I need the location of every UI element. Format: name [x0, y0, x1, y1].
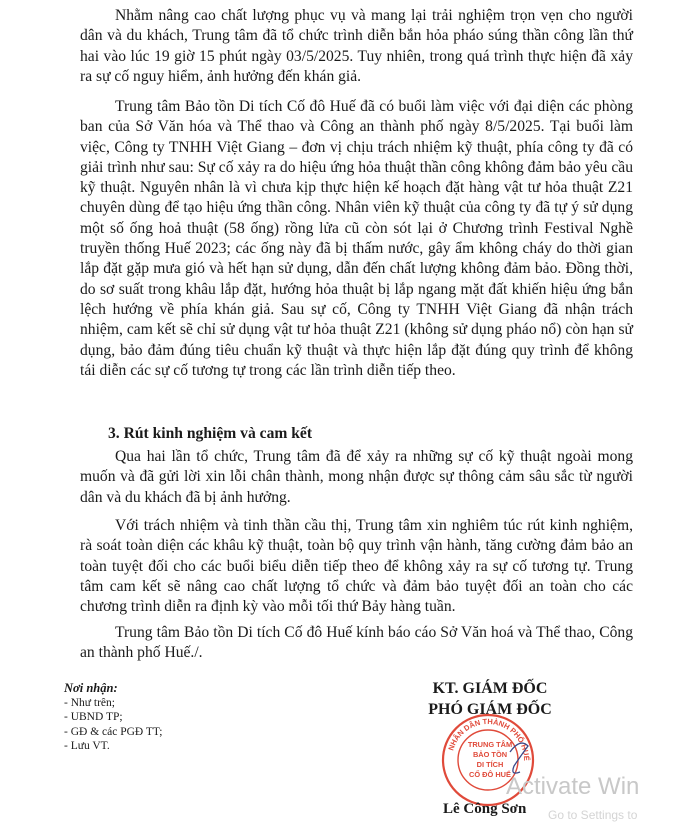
paragraph-apology: Qua hai lần tổ chức, Trung tâm đã để xảy ra những sự cố kỹ thuật ngoài mong muốn và đã gửi lời xin lỗi chân thành, mong nhận được sự thông cảm sâu sắc từ người dân và du khách đã bị ảnh hưởng. — [80, 448, 633, 506]
recipient-item: - Lưu VT. — [64, 740, 110, 753]
recipients-title: Nơi nhận: — [64, 681, 118, 695]
paragraph-intro: Nhằm nâng cao chất lượng phục vụ và mang lại trải nghiệm trọn vẹn cho người dân và du khách, Trung tâm đã tổ chức trình diễn bắn hỏa pháo súng thần công lần thứ hai vào lúc 19 giờ 15 phút ngày 03/5/2025. Tuy nhiên, trong quá trình thực hiện đã xảy ra sự cố nguy hiểm, ảnh hưởng đến khán giả. — [80, 7, 633, 85]
seal-text-line: TRUNG TÂM — [467, 740, 513, 749]
recipient-item: - UBND TP; — [64, 711, 123, 724]
signature-title: KT. GIÁM ĐỐC — [432, 680, 548, 697]
seal-text-line: DI TÍCH — [476, 760, 504, 769]
paragraph-report: Trung tâm Bảo tồn Di tích Cố đô Huế kính báo cáo Sở Văn hoá và Thể thao, Công an thành phố Huế./. — [80, 624, 633, 662]
seal-text-line: CỐ ĐÔ HUẾ — [469, 770, 511, 779]
recipients-block — [64, 681, 264, 754]
paragraph-meeting: Trung tâm Bảo tồn Di tích Cố đô Huế đã có buổi làm việc với đại diện các phòng ban của Sở Văn hóa và Thể thao và Công an thành phố ngày 8/5/2025. Tại buổi làm việc, Công ty TNHH Việt Giang – đơn vị chịu trách nhiệm kỹ thuật, phía công ty đã có giải trình như sau: Sự cố xảy ra do hiệu ứng hỏa thuật thần công không đảm bảo yêu cầu kỹ thuật. Nguyên nhân là vì chưa kịp thực hiện kế hoạch đặt hàng vật tư hỏa thuật Z21 chuyên dùng để tạo hiệu ứng thần công. Nhân viên kỹ thuật của công ty đã tự ý sử dụng một số ống hoả thuật (58 ống) rồng lửa cũ còn sót lại ở Chương trình Festival Nghề truyền thống Huế 2023; các ống này đã bị thấm nước, gây ẩm không cháy do thời gian lắp đặt gặp mưa gió và hết hạn sử dụng, dẫn đến chất lượng không đảm bảo. Đồng thời, do sơ suất trong khâu lắp đặt, hướng hỏa thuật bị lắp ngang mặt đất khiến hiệu ứng bắn lệch hướng về phía khán giả. Sau sự cố, Công ty TNHH Việt Giang đã nhận trách nhiệm, cam kết sẽ chỉ sử dụng vật tư hỏa thuật Z21 (không sử dụng pháo nổ) còn hạn sử dụng, bảo đảm đúng tiêu chuẩn kỹ thuật và thực hiện lắp đặt đúng quy trình để không tái diễn các sự cố tương tự trong các lần trình diễn tiếp theo. — [80, 98, 633, 379]
activation-watermark-sub: Go to Settings to — [548, 808, 638, 822]
seal-ring-text: NHÂN DÂN THÀNH PHỐ HUẾ — [446, 716, 532, 761]
recipient-item: - GĐ & các PGĐ TT; — [64, 725, 163, 738]
signature-subtitle: PHÓ GIÁM ĐỐC — [428, 700, 552, 718]
activation-watermark: Activate Win — [506, 773, 640, 800]
section-heading-3: 3. Rút kinh nghiệm và cam kết — [108, 425, 313, 442]
recipient-item: - Như trên; — [64, 696, 115, 709]
signer-name: Lê Công Sơn — [443, 801, 527, 817]
paragraph-commitment: Với trách nhiệm và tinh thần cầu thị, Trung tâm xin nghiêm túc rút kinh nghiệm, rà soát toàn diện các khâu kỹ thuật, toàn bộ quy trình vận hành, tăng cường đảm bảo an toàn tuyệt đối cho các buổi biểu diễn tiếp theo để không xảy ra sự cố tương tự. Trung tâm cam kết sẽ nâng cao chất lượng tổ chức và đảm bảo tuyệt đối an toàn cho các chương trình diễn ra định kỳ vào mỗi tối thứ Bảy hàng tuần. — [80, 517, 633, 616]
seal-text-line: BẢO TỒN — [472, 750, 508, 759]
